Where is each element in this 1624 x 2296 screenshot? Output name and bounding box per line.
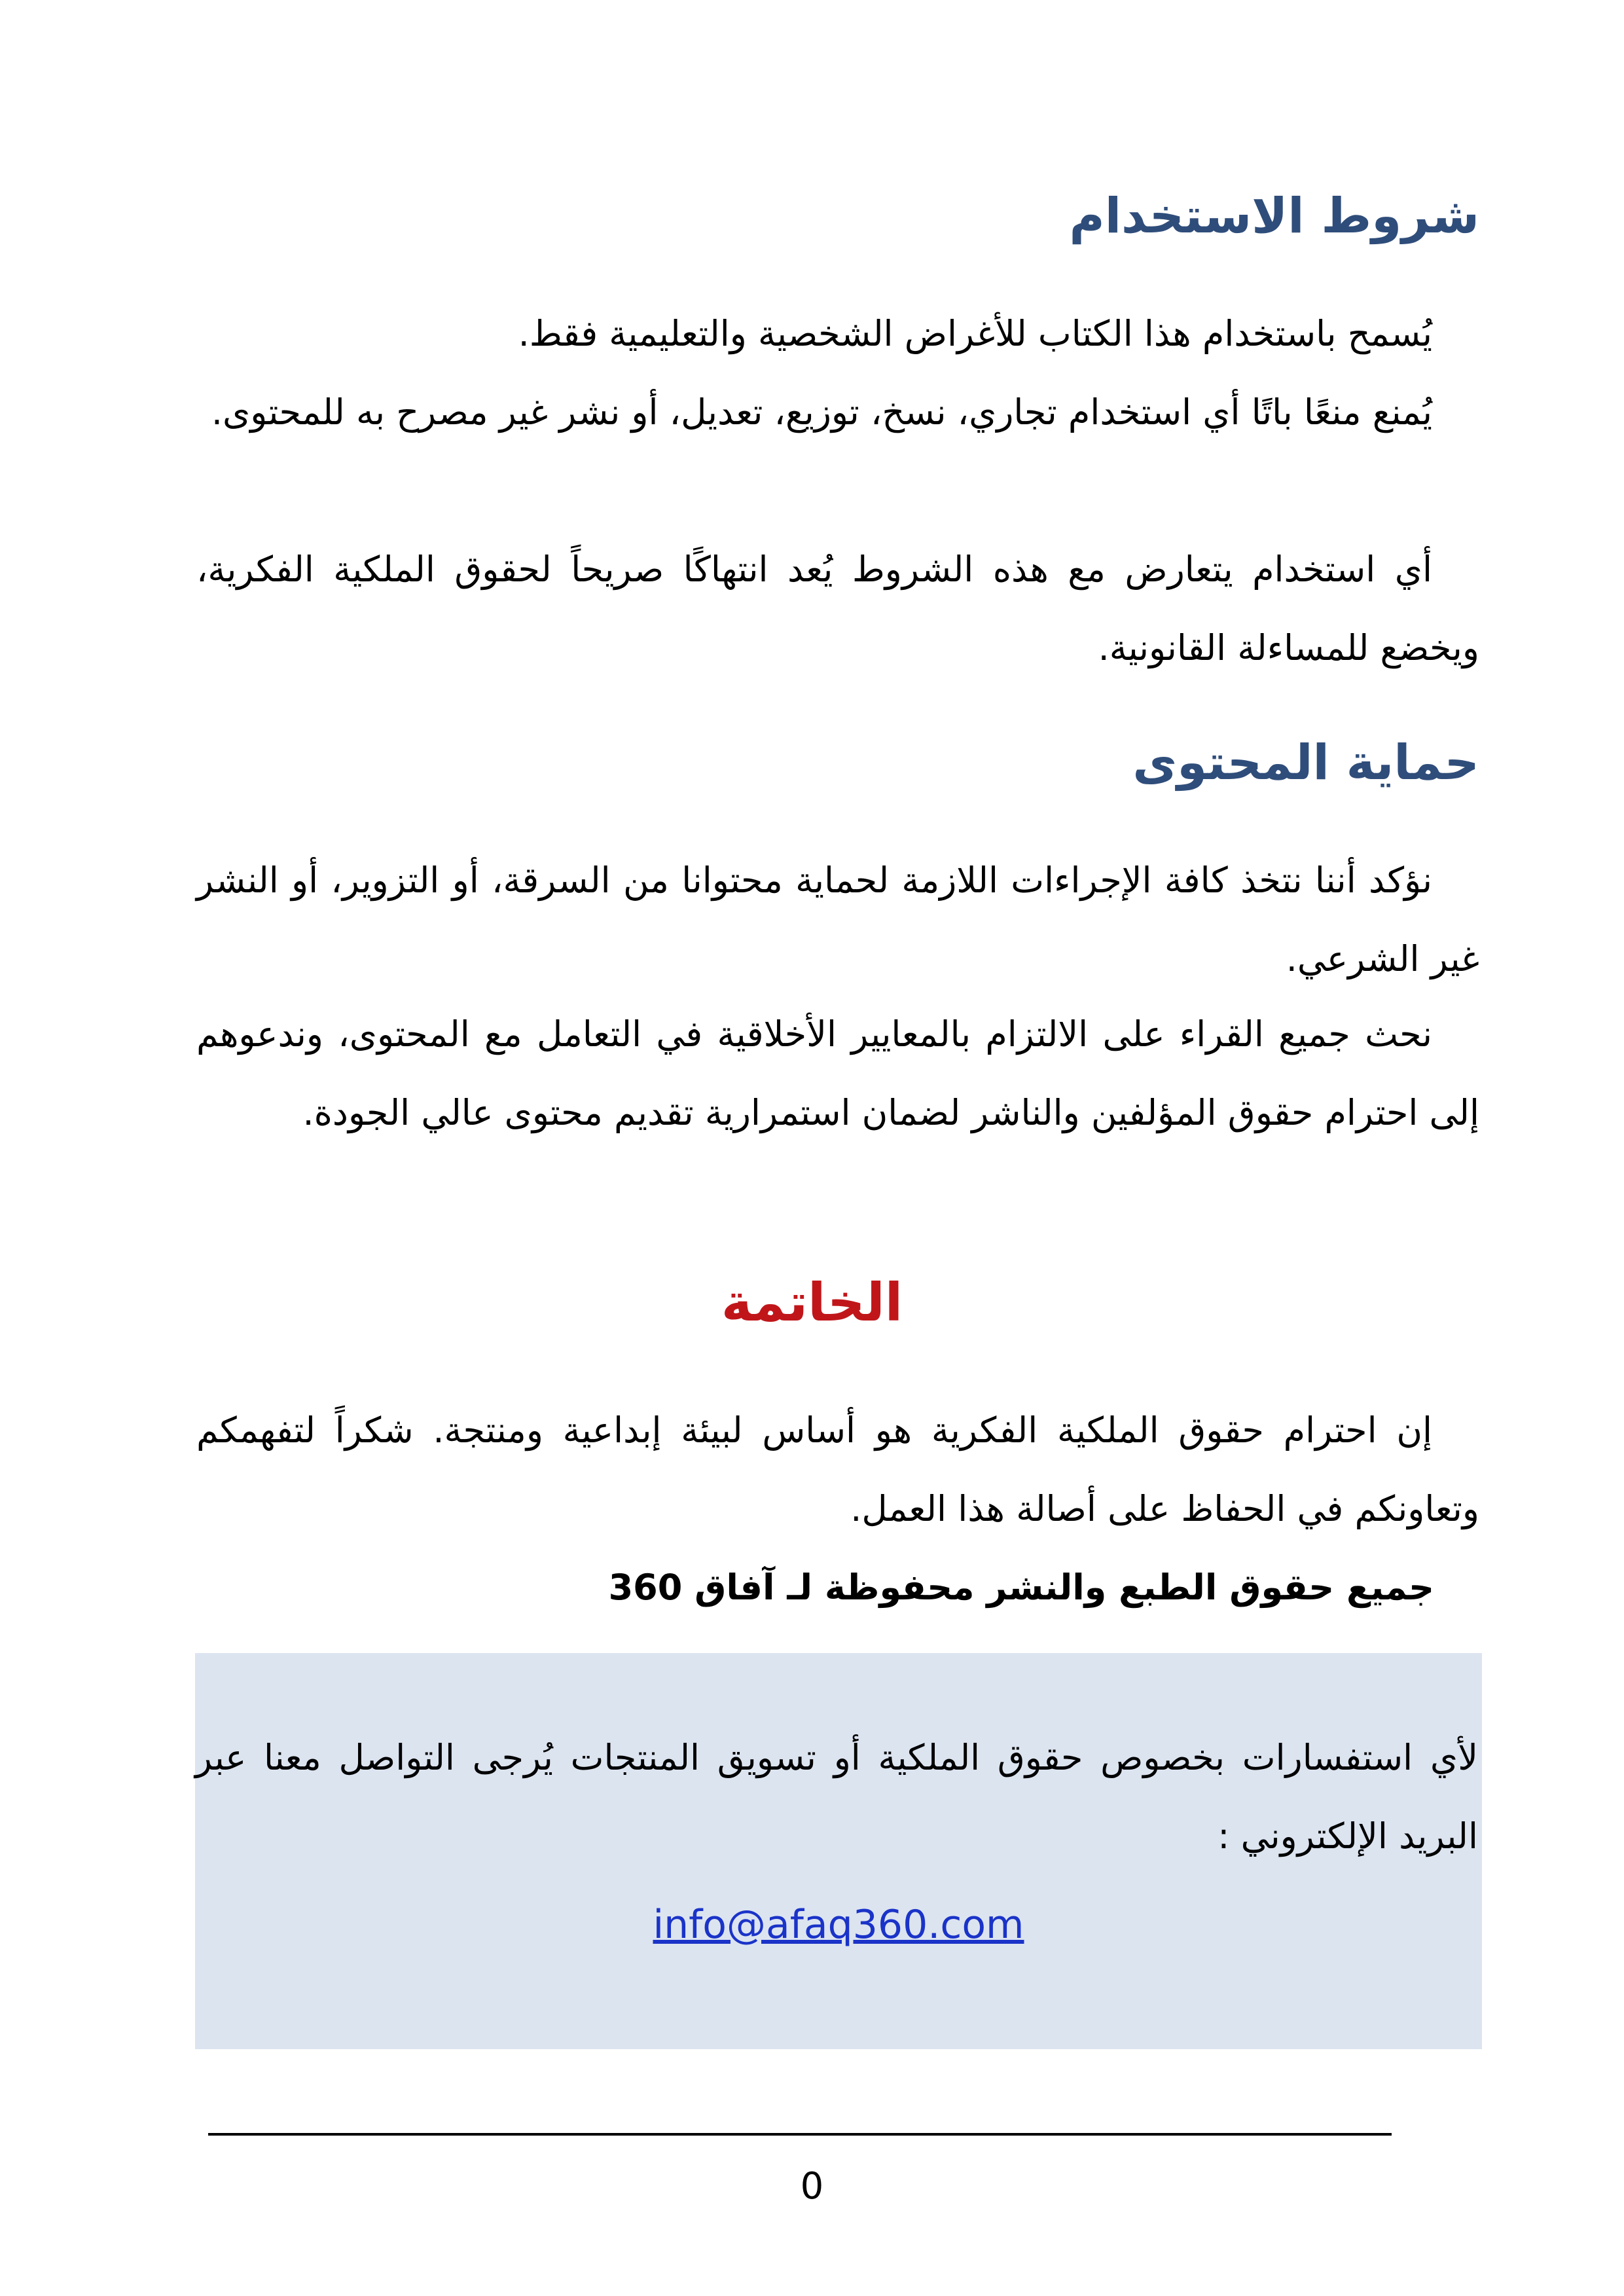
protection-heading: حماية المحتوى: [1132, 735, 1479, 791]
conclusion-heading: الخاتمة: [721, 1272, 903, 1333]
protection-paragraph-2: نحث جميع القراء على الالتزام بالمعايير الأخلاقية في التعامل مع المحتوى، وندعوهم إلى احترام حقوق المؤلفين والناشر لضمان استمرارية تقديم محتوى عالي الجودة.: [196, 1013, 1479, 1133]
contact-box: [195, 1653, 1482, 2049]
terms-paragraph-1: يُسمح باستخدام هذا الكتاب للأغراض الشخصية والتعليمية فقط.: [518, 313, 1432, 354]
terms-paragraph-3: أي استخدام يتعارض مع هذه الشروط يُعد انتهاكًا صريحاً لحقوق الملكية الفكرية، ويخضع للمساءلة القانونية.: [196, 549, 1479, 668]
terms-heading: شروط الاستخدام: [1069, 188, 1479, 244]
page-number: 0: [800, 2165, 824, 2208]
contact-text: لأي استفسارات بخصوص حقوق الملكية أو تسويق المنتجات يُرجى التواصل معنا عبر البريد الإلكتروني :: [195, 1737, 1478, 1857]
protection-paragraph-1: نؤكد أننا نتخذ كافة الإجراءات اللازمة لحماية محتوانا من السرقة، أو التزوير، أو النشر غير الشرعي.: [196, 860, 1479, 979]
footer-divider: [208, 2133, 1392, 2136]
conclusion-paragraph: إن احترام حقوق الملكية الفكرية هو أساس لبيئة إبداعية ومنتجة. شكراً لتفهمكم وتعاونكم في الحفاظ على أصالة هذا العمل.: [196, 1410, 1479, 1529]
copyright-notice: جميع حقوق الطبع والنشر محفوظة لـ آفاق 360: [608, 1567, 1434, 1608]
terms-paragraph-2: يُمنع منعًا باتًا أي استخدام تجاري، نسخ، توزيع، تعديل، أو نشر غير مصرح به للمحتوى.: [211, 392, 1432, 433]
contact-email-link[interactable]: info@afaq360.com: [653, 1902, 1024, 1948]
